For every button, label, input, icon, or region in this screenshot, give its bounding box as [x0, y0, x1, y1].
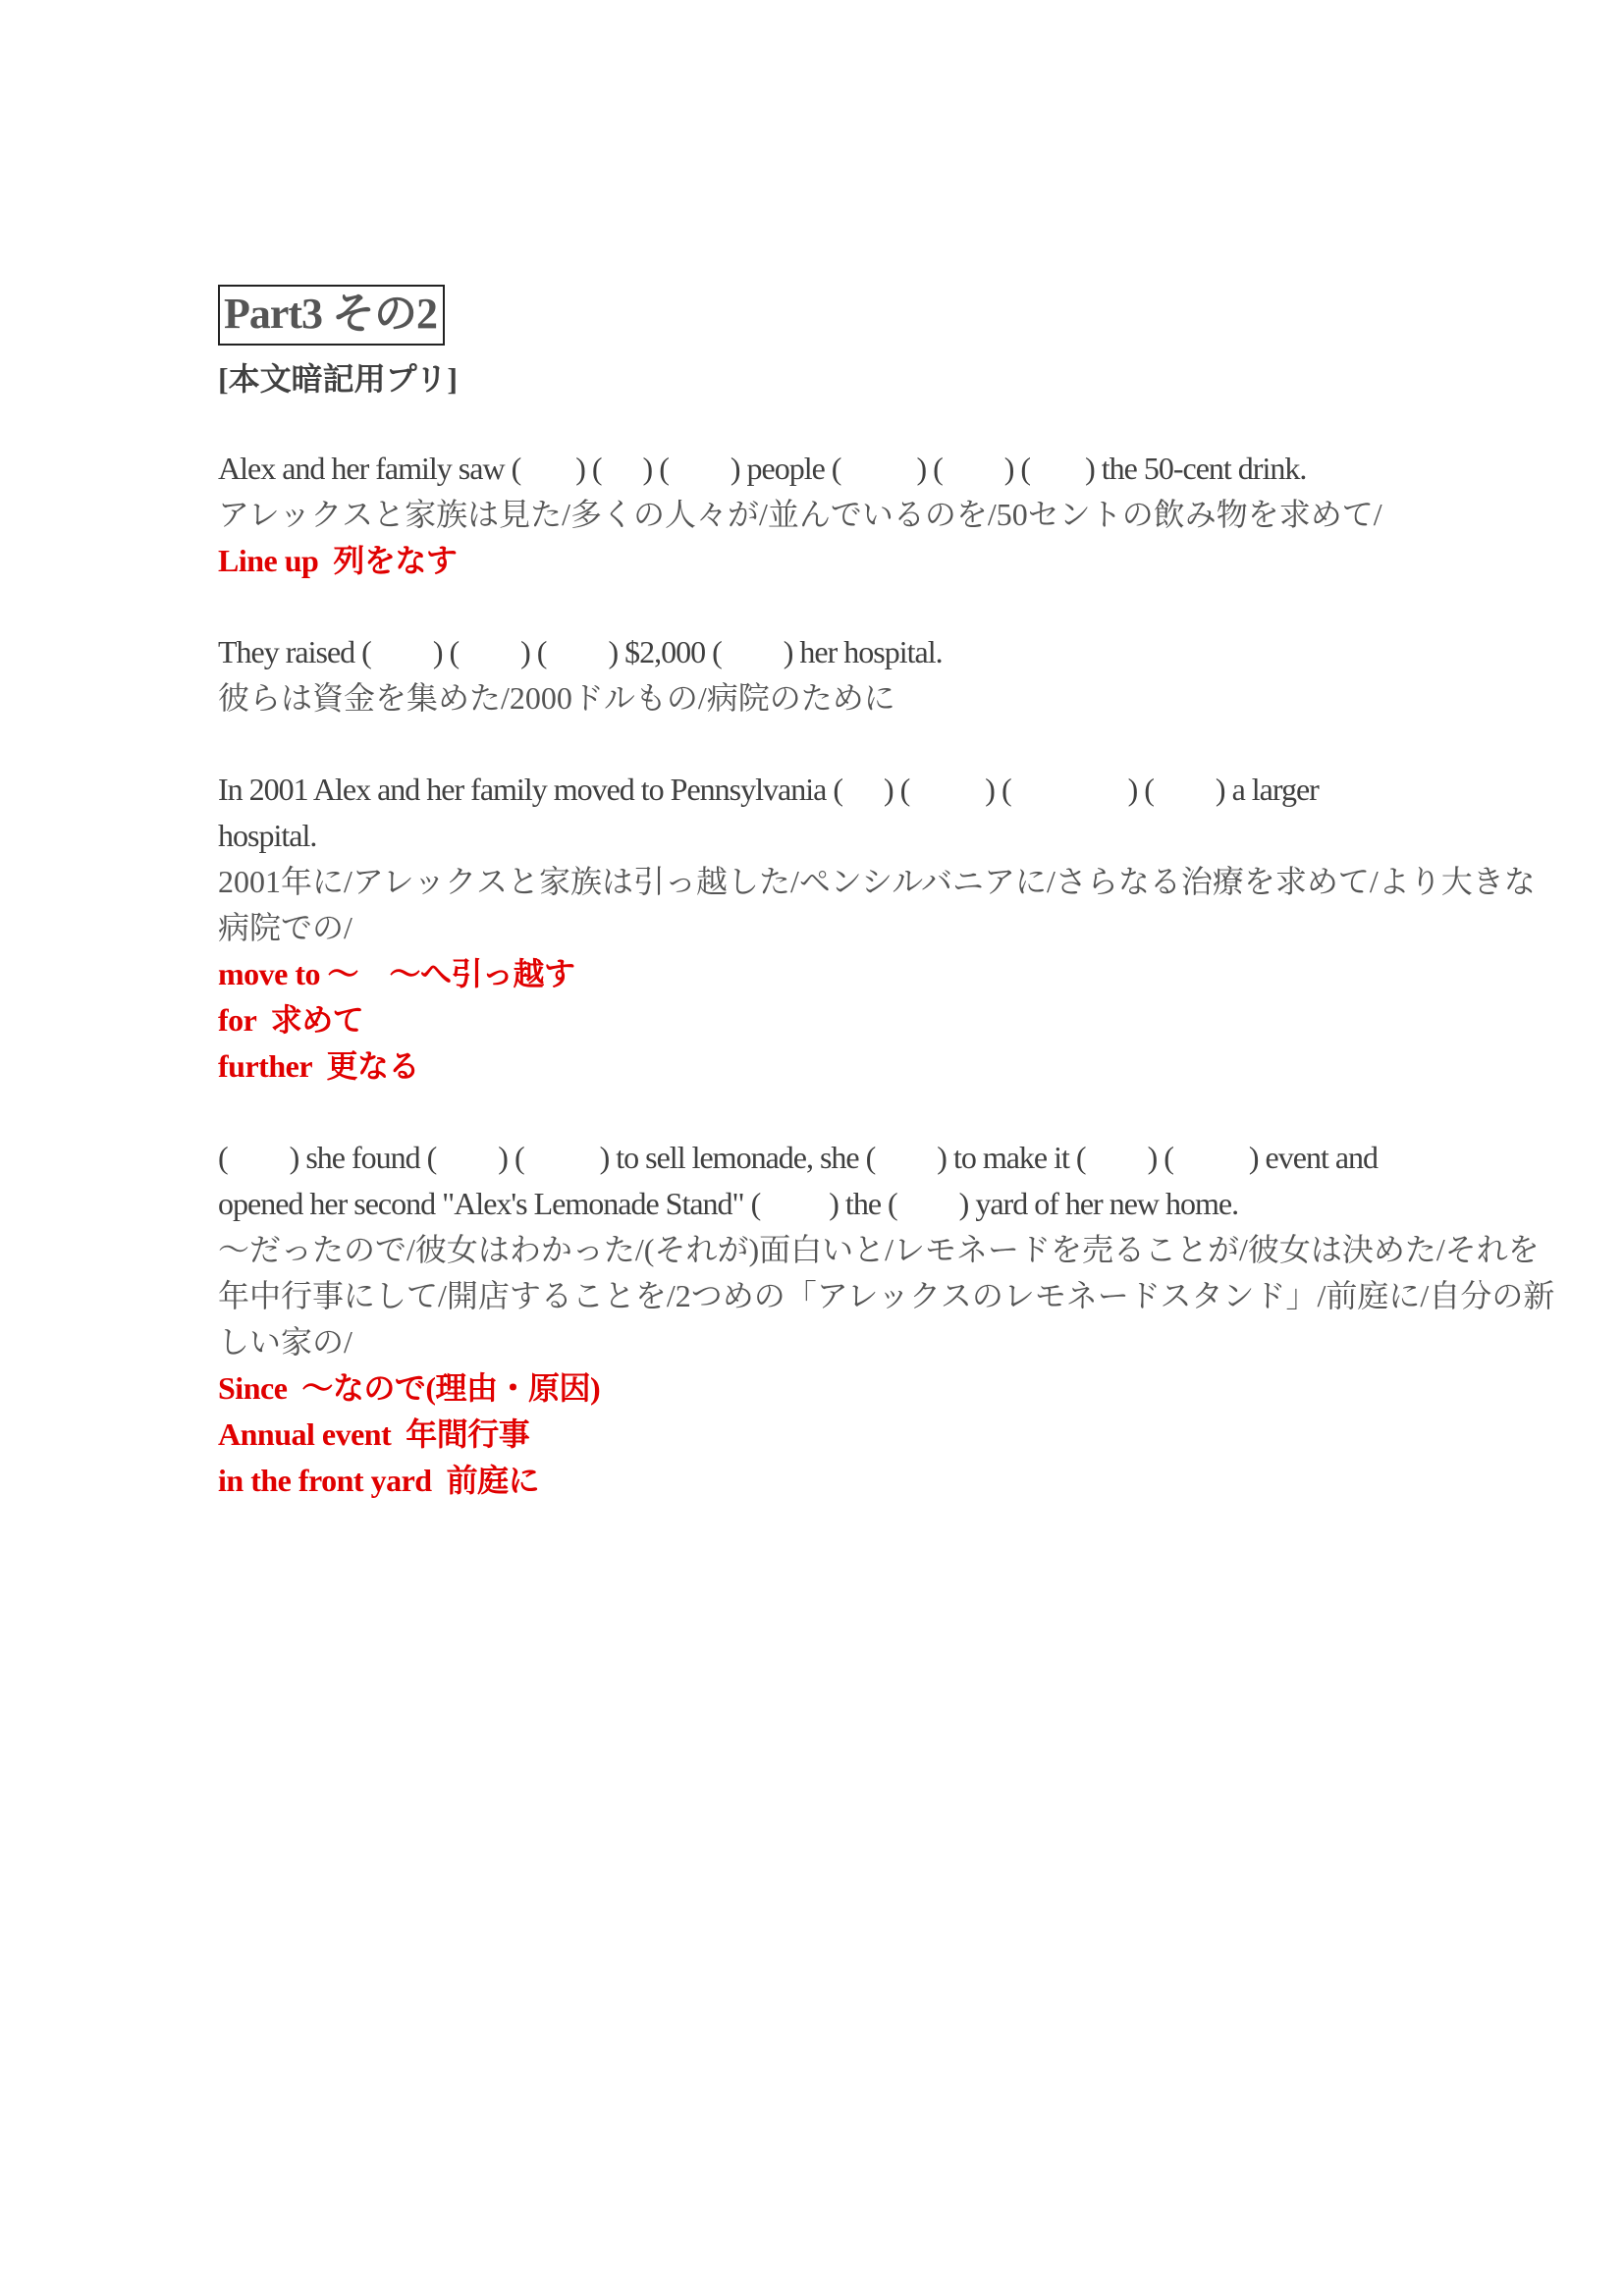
vocab-note: move to ～ ～へ引っ越す — [218, 956, 575, 991]
worksheet-page — [218, 285, 1555, 1504]
english-sentence-continued: hospital. — [218, 818, 317, 853]
japanese-translation: 彼らは資金を集めた/2000ドルもの/病院のために — [218, 680, 895, 716]
english-sentence-continued: opened her second "Alex's Lemonade Stand" ( ) the ( ) yard of her new home. — [218, 1186, 1239, 1221]
vocab-note: further 更なる — [218, 1048, 419, 1084]
english-sentence: They raised ( ) ( ) ( ) $2,000 ( ) her hospital. — [218, 634, 943, 669]
vocab-note: Since ～なので(理由・原因) — [218, 1370, 601, 1406]
english-sentence: In 2001 Alex and her family moved to Pennsylvania ( ) ( ) ( ) ( ) a larger — [218, 772, 1319, 807]
japanese-translation: 2001年に/アレックスと家族は引っ越した/ペンシルバニアに/さらなる治療を求めて/より大きな — [218, 864, 1536, 899]
exercise-section-4 — [218, 1135, 1555, 1504]
english-sentence: Alex and her family saw ( ) ( ) ( ) people ( ) ( ) ( ) the 50-cent drink. — [218, 451, 1307, 486]
japanese-translation-continued: 年中行事にして/開店することを/2つめの「アレックスのレモネードスタンド」/前庭に/自分の新 — [218, 1278, 1555, 1313]
exercise-section-1 — [218, 446, 1534, 584]
exercise-section-3 — [218, 767, 1534, 1090]
english-sentence: ( ) she found ( ) ( ) to sell lemonade, she ( ) to make it ( ) ( ) event and — [218, 1140, 1379, 1175]
vocab-note: in the front yard 前庭に — [218, 1463, 540, 1498]
japanese-translation-continued: 病院での/ — [218, 910, 352, 945]
exercise-section-2 — [218, 629, 1534, 721]
page-subtitle: [本文暗記用プリ] — [218, 361, 459, 397]
vocab-note: for 求めて — [218, 1002, 364, 1038]
japanese-translation: アレックスと家族は見た/多くの人々が/並んでいるのを/50セントの飲み物を求めて/ — [218, 497, 1382, 532]
page-title: Part3 その2 — [218, 285, 445, 346]
japanese-translation-continued: しい家の/ — [218, 1324, 352, 1360]
vocab-note: Line up 列をなす — [218, 543, 458, 578]
vocab-note: Annual event 年間行事 — [218, 1416, 530, 1452]
japanese-translation: ～だったので/彼女はわかった/(それが)面白いと/レモネードを売ることが/彼女は決めた/それを — [218, 1232, 1540, 1267]
